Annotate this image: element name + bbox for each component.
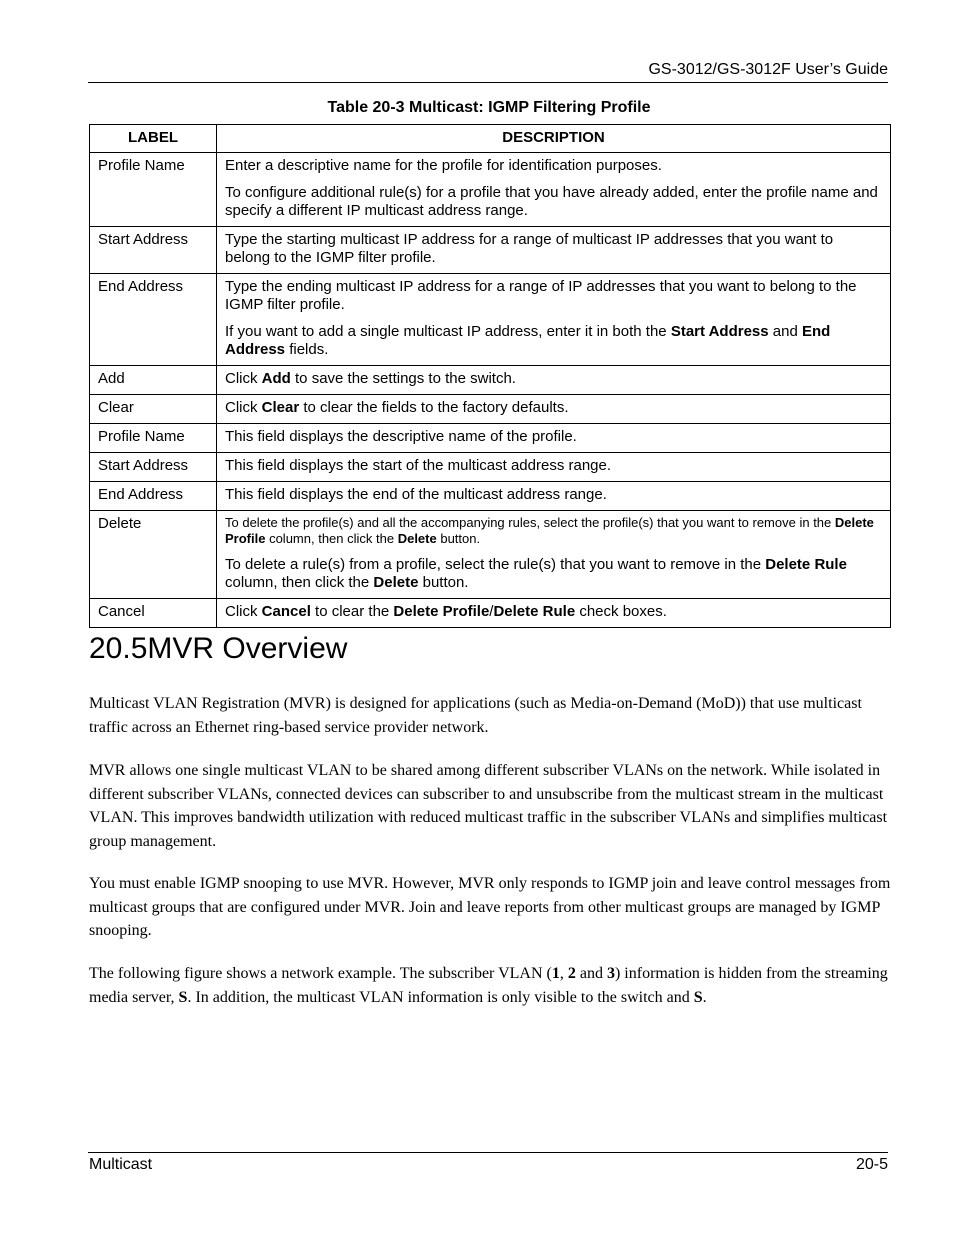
table-row [90,274,891,366]
section-heading [89,632,347,666]
description-paragraph: To configure additional rule(s) for a profile that you have already added, enter the profile name and specify a different IP multicast address range. [225,184,878,219]
bold-term: S [693,988,703,1006]
row-description [217,274,891,366]
row-label: Profile Name [90,153,217,227]
row-label: Start Address [90,227,217,274]
text-run: Click [225,399,262,416]
body-paragraph [89,962,891,1009]
text-run: Click [225,603,262,620]
bold-term: End Address [225,323,831,358]
column-header-label: LABEL [90,125,217,153]
bold-term: Cancel [261,603,311,620]
row-label: Start Address [90,453,217,482]
bold-term: S [178,988,188,1006]
body-paragraph: You must enable IGMP snooping to use MVR. However, MVR only responds to IGMP join and leave control messages from multicast groups that are configured under MVR. Join and leave reports from other multicast groups are managed by IGMP snooping. [89,875,891,939]
bold-term: Clear [261,399,300,416]
description-paragraph: Enter a descriptive name for the profile for identification purposes. [225,157,662,174]
text-run: To delete a rule(s) from a profile, select the rule(s) that you want to remove in the [225,556,766,573]
table-header-row [90,125,891,153]
igmp-filtering-profile-table [89,124,891,628]
text-run: . In addition, the multicast VLAN information is only visible to the switch and [187,988,694,1006]
text-run: , [559,965,568,982]
bold-term: 3 [606,965,615,982]
bold-term: Delete [397,531,437,546]
text-run: column, then click the [265,531,398,546]
table-row [90,453,891,482]
page-number: 20-5 [855,1156,888,1173]
row-label: Delete [90,511,217,599]
bold-term: Delete Rule [493,603,576,620]
row-description: This field displays the descriptive name of the profile. [217,424,891,453]
table-row [90,153,891,227]
section-number: 20.5 [89,632,148,665]
column-header-description: DESCRIPTION [217,125,891,153]
description-paragraph: Type the ending multicast IP address for a range of IP addresses that you want to belong to the IGMP filter profile. [225,278,857,313]
text-run: to clear the fields to the factory defaults. [299,399,569,416]
table-row [90,511,891,599]
text-run: ) information is hidden from the streaming media server, [89,965,888,1006]
text-run: button. [436,531,481,546]
text-run: check boxes. [575,603,667,620]
body-paragraph: Multicast VLAN Registration (MVR) is designed for applications (such as Media-on-Demand (MoD)) that use multicast traffic across an Ethernet ring-based service provider network. [89,695,862,736]
bold-term: Delete Rule [765,556,847,573]
text-run: To delete the profile(s) and all the accompanying rules, select the profile(s) that you want to remove in the [225,515,835,530]
row-description: This field displays the start of the multicast address range. [217,453,891,482]
row-label: Profile Name [90,424,217,453]
text-run: button. [418,574,469,591]
row-description [217,395,891,424]
text-run: column, then click the [225,574,374,591]
text-run: The following figure shows a network example. The subscriber VLAN ( [89,965,552,982]
bold-term: Delete Profile [393,603,490,620]
text-run: and [768,323,802,340]
row-description [217,366,891,395]
bold-term: 2 [567,965,576,982]
text-run: and [575,965,607,982]
description-paragraph [225,323,882,359]
row-label: End Address [90,274,217,366]
description-paragraph [225,556,882,592]
text-run: . [702,988,707,1006]
description-paragraph: Type the starting multicast IP address for a range of multicast IP addresses that you want to belong to the IGMP filter profile. [225,231,834,266]
bold-term: Delete Profile [225,515,874,546]
row-description [217,511,891,599]
row-label: Cancel [90,599,217,628]
table-row [90,424,891,453]
text-run: Click [225,370,262,387]
table-row [90,227,891,274]
chapter-name: Multicast [89,1156,153,1173]
row-description [217,227,891,274]
text-run: / [489,603,494,620]
bold-term: Start Address [670,323,769,340]
table-row [90,366,891,395]
table-row [90,482,891,511]
guide-title: GS-3012/GS-3012F User’s Guide [648,61,888,78]
row-description [217,153,891,227]
body-paragraph: MVR allows one single multicast VLAN to be shared among different subscriber VLANs on the network. While isolated in different subscriber VLANs, connected devices can subscriber to and unsubscribe from the multicast stream in the multicast VLAN. This improves bandwidth utilization with reduced multicast traffic in the subscriber VLANs and simplifies multicast group management. [89,762,888,850]
bold-term: Delete [373,574,419,591]
table-caption: Table 20-3 Multicast: IGMP Filtering Profile [327,99,651,116]
row-label: Clear [90,395,217,424]
bold-term: Add [261,370,291,387]
page-header [88,60,888,83]
section-title: MVR Overview [147,632,348,665]
bold-term: 1 [551,965,560,982]
row-label: End Address [90,482,217,511]
text-run: If you want to add a single multicast IP address, enter it in both the [225,323,671,340]
row-description [217,599,891,628]
page-footer [88,1152,888,1177]
text-run: to save the settings to the switch. [290,370,516,387]
text-run: fields. [285,341,329,358]
table-row [90,599,891,628]
row-label: Add [90,366,217,395]
table-row [90,395,891,424]
text-run: to clear the [310,603,394,620]
description-paragraph [225,515,882,547]
row-description: This field displays the end of the multicast address range. [217,482,891,511]
